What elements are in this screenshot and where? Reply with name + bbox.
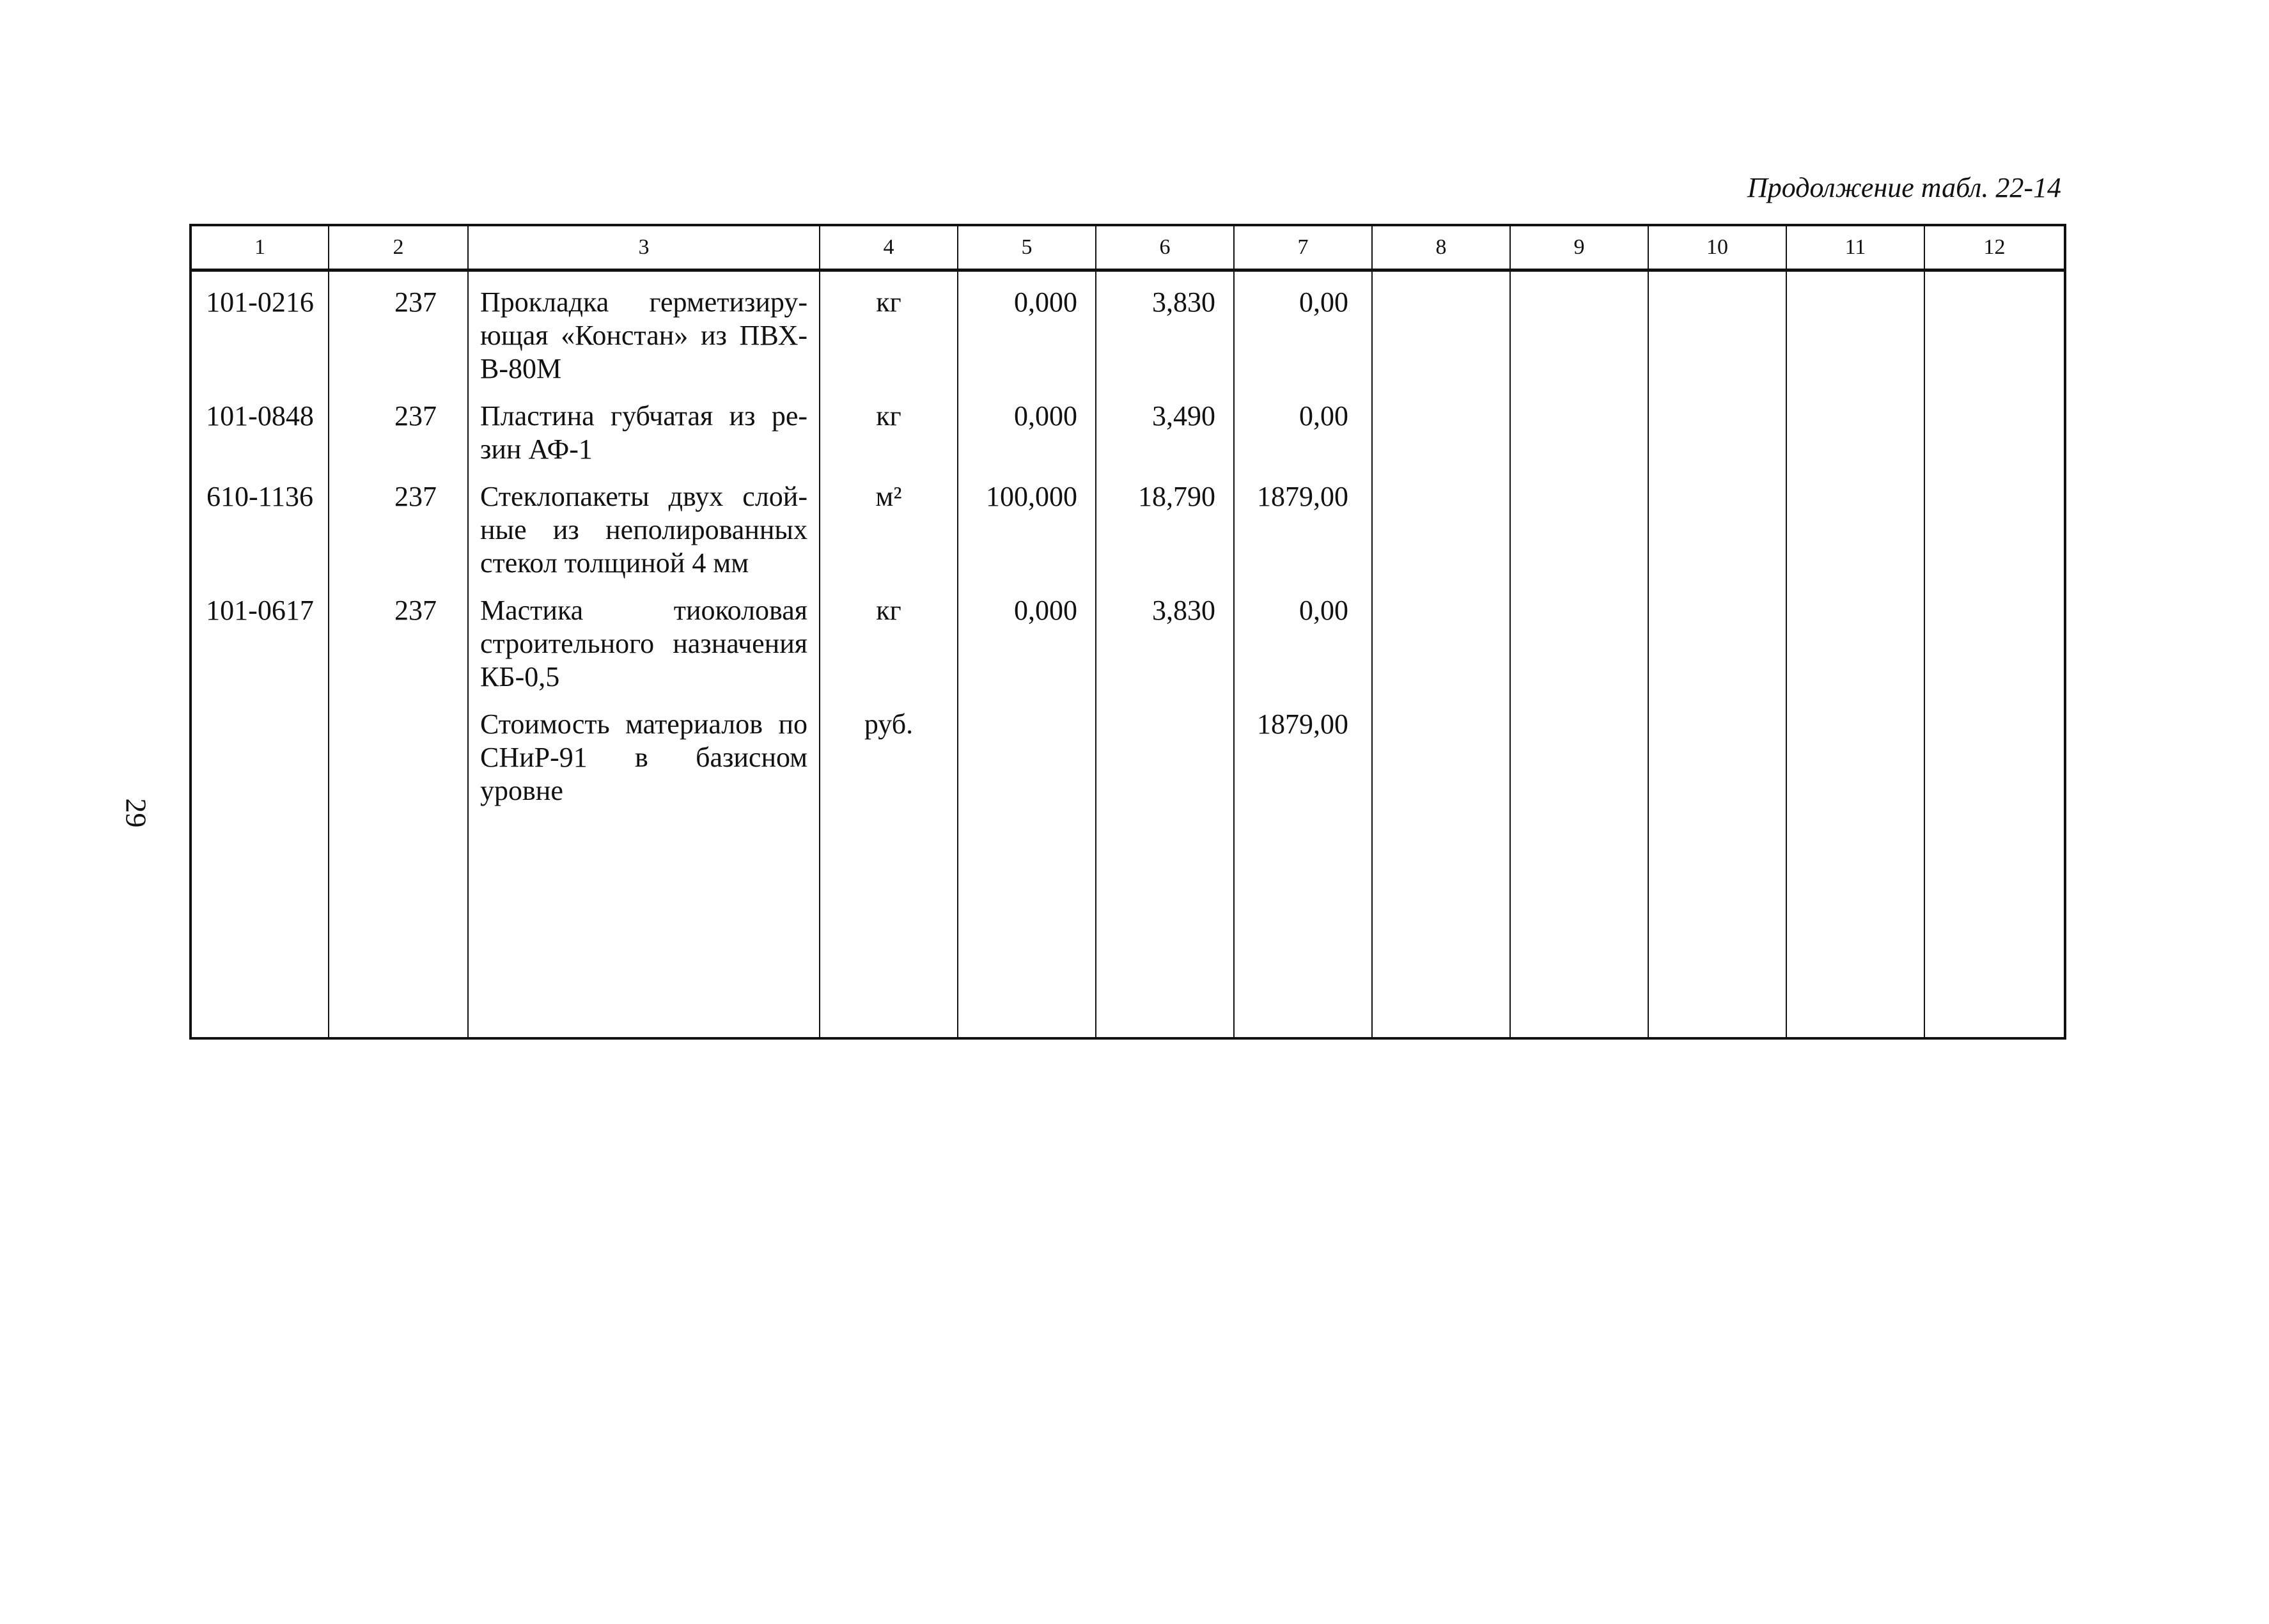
empty-cell	[1510, 580, 1648, 694]
empty-cell	[1648, 386, 1786, 466]
header-cell: 3	[468, 225, 820, 270]
col2-cell: 237	[329, 386, 468, 466]
code-cell: 610-1136	[191, 466, 329, 580]
table-row	[191, 270, 2065, 386]
table-row	[191, 694, 2065, 1038]
unit-cell: кг	[820, 270, 958, 386]
col6-cell: 18,790	[1096, 466, 1234, 580]
table-row	[191, 386, 2065, 466]
col7-cell: 0,00	[1234, 580, 1372, 694]
header-cell: 5	[958, 225, 1096, 270]
code-cell: 101-0617	[191, 580, 329, 694]
col6-cell: 3,830	[1096, 580, 1234, 694]
unit-cell: кг	[820, 386, 958, 466]
empty-cell	[1786, 270, 1924, 386]
col6-cell: 3,830	[1096, 270, 1234, 386]
table-caption: Продолжение табл. 22-14	[1747, 172, 2061, 203]
empty-cell	[1924, 694, 2065, 1038]
col7-cell: 0,00	[1234, 270, 1372, 386]
header-cell: 12	[1924, 225, 2065, 270]
col5-cell	[958, 694, 1096, 1038]
empty-cell	[1648, 270, 1786, 386]
header-cell: 11	[1786, 225, 1924, 270]
header-cell: 9	[1510, 225, 1648, 270]
header-row	[191, 225, 2065, 270]
unit-cell: кг	[820, 580, 958, 694]
empty-cell	[1924, 466, 2065, 580]
header-cell: 1	[191, 225, 329, 270]
empty-cell	[1510, 270, 1648, 386]
col7-cell: 1879,00	[1234, 466, 1372, 580]
empty-cell	[1510, 694, 1648, 1038]
code-cell: 101-0848	[191, 386, 329, 466]
header-cell: 6	[1096, 225, 1234, 270]
col6-cell	[1096, 694, 1234, 1038]
col2-cell: 237	[329, 466, 468, 580]
col5-cell: 100,000	[958, 466, 1096, 580]
empty-cell	[1372, 270, 1510, 386]
name-cell: Стоимость материалов по СНиР-91 в базисном уровне	[468, 694, 820, 1038]
col7-cell: 1879,00	[1234, 694, 1372, 1038]
unit-cell: м²	[820, 466, 958, 580]
empty-cell	[1372, 694, 1510, 1038]
name-cell: Пластина губчатая из ре-зин АФ-1	[468, 386, 820, 466]
table-row	[191, 466, 2065, 580]
name-cell: Мастика тиоколовая строительного назначения КБ-0,5	[468, 580, 820, 694]
empty-cell	[1648, 466, 1786, 580]
empty-cell	[1372, 386, 1510, 466]
empty-cell	[1510, 466, 1648, 580]
col5-cell: 0,000	[958, 270, 1096, 386]
empty-cell	[1786, 580, 1924, 694]
empty-cell	[1648, 694, 1786, 1038]
code-cell	[191, 694, 329, 1038]
empty-cell	[1648, 580, 1786, 694]
empty-cell	[1372, 466, 1510, 580]
empty-cell	[1924, 386, 2065, 466]
table-row	[191, 580, 2065, 694]
unit-cell: руб.	[820, 694, 958, 1038]
page-number: 29	[120, 798, 153, 828]
empty-cell	[1786, 386, 1924, 466]
header-cell: 4	[820, 225, 958, 270]
col6-cell: 3,490	[1096, 386, 1234, 466]
name-cell: Прокладка герметизиру-ющая «Констан» из ПВХ-В-80М	[468, 270, 820, 386]
name-cell: Стеклопакеты двух слой-ные из неполированных стекол толщиной 4 мм	[468, 466, 820, 580]
empty-cell	[1786, 694, 1924, 1038]
empty-cell	[1372, 580, 1510, 694]
header-cell: 7	[1234, 225, 1372, 270]
header-cell: 10	[1648, 225, 1786, 270]
header-cell: 2	[329, 225, 468, 270]
col7-cell: 0,00	[1234, 386, 1372, 466]
empty-cell	[1786, 466, 1924, 580]
col5-cell: 0,000	[958, 580, 1096, 694]
col5-cell: 0,000	[958, 386, 1096, 466]
empty-cell	[1924, 580, 2065, 694]
empty-cell	[1924, 270, 2065, 386]
col2-cell	[329, 694, 468, 1038]
materials-table	[189, 224, 2066, 1040]
header-cell: 8	[1372, 225, 1510, 270]
col2-cell: 237	[329, 580, 468, 694]
code-cell: 101-0216	[191, 270, 329, 386]
col2-cell: 237	[329, 270, 468, 386]
empty-cell	[1510, 386, 1648, 466]
